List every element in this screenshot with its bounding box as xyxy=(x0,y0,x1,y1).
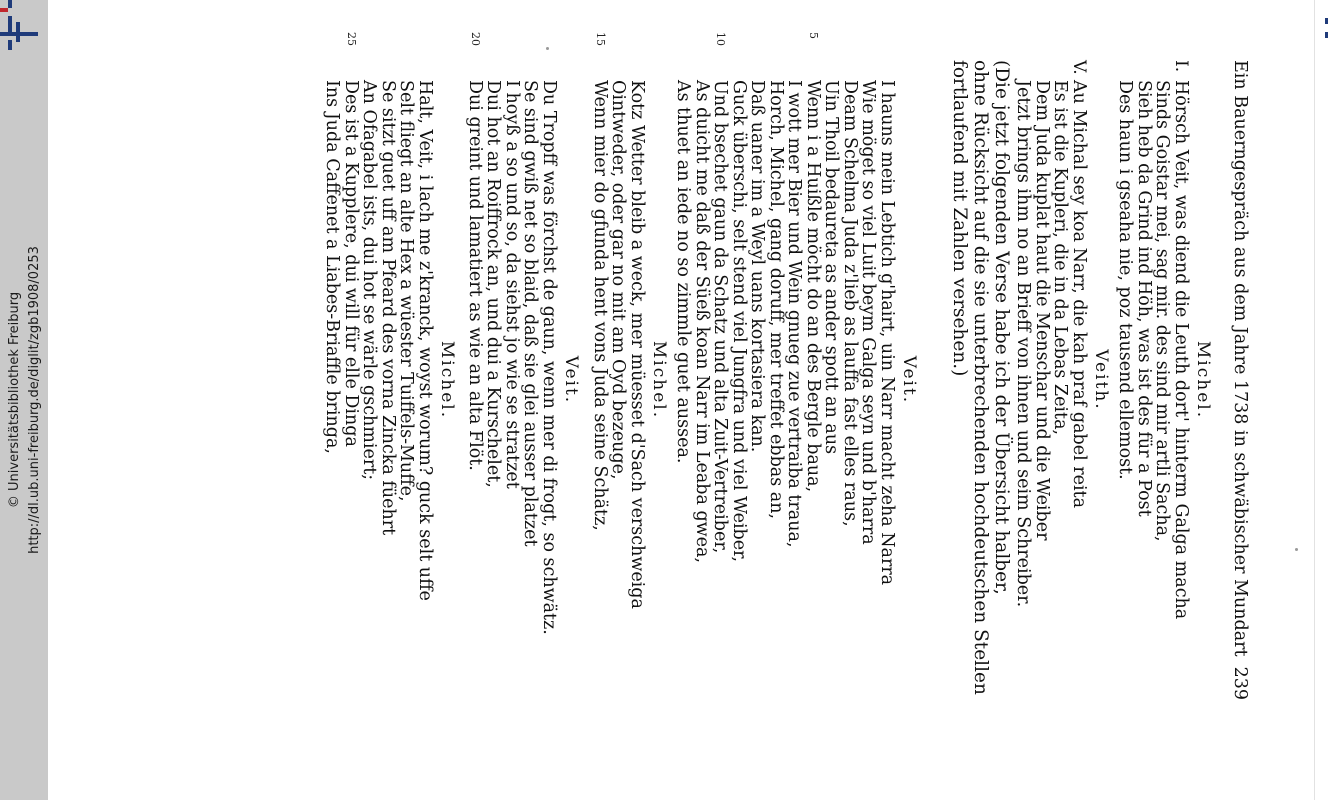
line-number: 15 xyxy=(594,32,607,46)
verse-line: Se sind gwiß net so blaid, daß sie glei ausser platzet xyxy=(520,80,541,547)
verse-line: I wott mer Bier und Wein gnueg zue vertraiba traua, xyxy=(784,80,805,548)
speaker-veith: Veith. xyxy=(1091,349,1111,411)
verse-line: Kotz Wetter bleib a weck, mer müesset d'Sach verschweiga xyxy=(627,80,647,609)
rotated-page-content xyxy=(124,32,1254,700)
verse-line: Ins Juda Caffenet a Liabes-Briaffle bringa, xyxy=(322,80,343,454)
verse-line: An Ofagabel ists, dui hot se wärle gschmiert; xyxy=(359,80,380,481)
verse-block-michel-2 xyxy=(322,32,435,700)
verse-line: Dem Juda kuplat haut die Menschar und die Weiber xyxy=(1032,80,1052,541)
stanza-tag: V. xyxy=(1069,60,1089,75)
viewer-sidebar xyxy=(0,0,48,800)
verse-line: Des ist a Kupplere, dui will für elle Dinga xyxy=(341,80,361,447)
verse-line: Daß uaner im a Weyl uans kortasiera kan. xyxy=(747,80,768,453)
verse-line: Und bsechet gaun da Schatz und alta Zuit-Vertreiber, xyxy=(710,80,731,554)
line-number: 25 xyxy=(345,32,358,46)
verse-line: As duicht me daß der Süeß koan Narr im Leaba gwea, xyxy=(692,80,712,564)
editor-note xyxy=(949,60,1012,700)
verse-block-veit xyxy=(673,32,897,700)
stanza-1 xyxy=(1116,60,1190,700)
note-line: ohne Rücksicht auf die sie unterbrechenden hochdeutschen Stellen xyxy=(970,60,991,695)
verse-line: Jetzt brings ihm no an Brieff von ihnen und seim Schreiber. xyxy=(1013,80,1034,608)
verse-line: Uin Thoil bedaureta as ander spott an aus xyxy=(821,80,842,455)
verse-line: Halt, Veit, i lach me z'kranck, woyst worum? guck selt uffe xyxy=(415,80,435,601)
verse-block-michel xyxy=(590,32,647,700)
page-border-line xyxy=(1314,0,1315,800)
verse-line: Ointweder, oder gar no mit am Oyd bezeuge, xyxy=(608,80,629,480)
stanza-5 xyxy=(1014,60,1088,700)
speaker-veit: Veit. xyxy=(899,355,919,405)
verse-line: Wenn i a Huißle möcht do an des Bergle baua, xyxy=(803,80,823,493)
verse-line: Au Michal sey koa Narr, die kah praf gabel reita xyxy=(1069,80,1089,509)
copyright-notice: © Universitätsbibliothek Freiburg xyxy=(7,291,22,509)
scan-speck xyxy=(546,47,549,50)
verse-line: Selt fliegt an alte Hex a wüester Tuiffels-Muffe, xyxy=(396,80,417,502)
verse-line: Dui greint und lamatiert as wie an alta Flöt. xyxy=(465,80,485,471)
note-line: (Die jetzt folgenden Verse habe ich der Übersicht halber, xyxy=(991,60,1012,595)
running-header xyxy=(1226,60,1254,700)
verse-line: Horch, Michel, gang doruff, mer treffet ebbas an, xyxy=(766,80,786,520)
verse-line: I hoyß a so und so, da siehst jo wie se stratzet xyxy=(502,80,522,489)
note-line: fortlaufend mit Zahlen versehen.) xyxy=(949,60,970,377)
speaker-michel: Michel. xyxy=(649,340,669,420)
verse-line: I hauns mein Lebtich g'hairt, uin Narr macht zeha Narra xyxy=(877,80,897,586)
page-number: 239 xyxy=(1230,666,1250,700)
verse-line: Deam Schelma Juda z'lieb as lauffa fast elles raus, xyxy=(840,80,860,527)
verse-line: Du Tropff was förchst de gaun, wenn mer di frogt, so schwätz. xyxy=(539,80,559,635)
line-number: 20 xyxy=(469,32,482,46)
verse-line: Hörsch Veit, was diend die Leuth dort' hinterm Galga macha xyxy=(1171,80,1191,620)
verse-line: Sinds Goistar mei, sag mir. des sind mir artli Sacha, xyxy=(1152,80,1173,542)
verse-line: Sieh heb da Grind ind Höh, was ist des für a Post xyxy=(1134,80,1154,517)
verse-line: Wie möget so viel Luit beym Galga seyn und b'harra xyxy=(858,80,879,545)
speaker-veit: Veit. xyxy=(561,355,581,405)
verse-line: Se sitzt guet uff am Pfeard des vorna Zincka füehrt xyxy=(378,80,398,536)
verse-line: Des haun i gseaha nie, poz tausend ellemost. xyxy=(1115,80,1136,480)
speaker-michel: Michel. xyxy=(1193,340,1213,420)
verse-line: Guck überschi, selt stend viel Jungfra und viel Weiber, xyxy=(729,80,749,563)
line-number: 10 xyxy=(714,32,728,46)
verse-block-veit-2 xyxy=(465,32,559,700)
scanned-page xyxy=(48,0,1314,800)
line-number: 5 xyxy=(807,32,820,39)
verse-line: Es ist die Kupleri, die in da Lebas Zeita, xyxy=(1050,80,1071,436)
stanza-tag: I. xyxy=(1171,60,1191,73)
page-corner-mark-icon xyxy=(1325,18,1331,42)
verse-line: Dui hot an Roiffrock an, und dui a Kurschelet, xyxy=(483,80,504,488)
verse-line: Wenn mier do gfunda hent vons Juda seine Schätz, xyxy=(590,80,610,531)
header-title: Ein Bauerngespräch aus dem Jahre 1738 in schwäbischer Mundart xyxy=(1230,60,1250,657)
speaker-michel: Michel. xyxy=(437,340,457,420)
verse-line: As thuet an iede no so zimmle guet aussea. xyxy=(673,80,694,464)
document-url[interactable]: http://dl.ub.uni-freiburg.de/diglit/zgb1908/0253 xyxy=(27,246,42,554)
scan-speck xyxy=(1295,548,1298,551)
